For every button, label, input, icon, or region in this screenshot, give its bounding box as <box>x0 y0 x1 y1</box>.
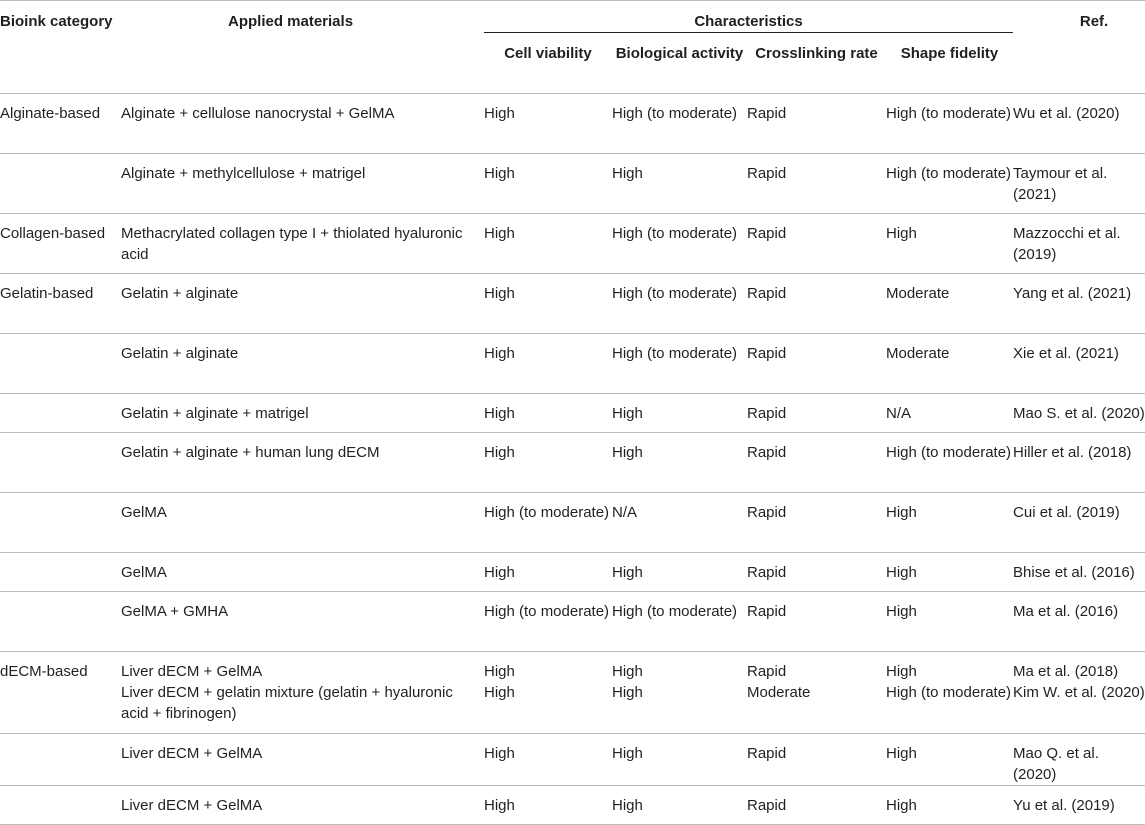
cell-ref-line: Ma et al. (2018) <box>1013 662 1119 680</box>
cell-viability <box>484 273 612 333</box>
cell-activity-line: High <box>612 404 643 422</box>
cell-viability <box>484 552 612 591</box>
cell-activity-line: High (to moderate) <box>612 344 738 362</box>
header-biological-activity: Biological activity <box>615 45 744 62</box>
cell-activity-line: High <box>612 443 643 461</box>
cell-ref <box>1013 213 1145 273</box>
cell-crosslinking-line: Rapid <box>747 796 787 814</box>
cell-fidelity-line: High <box>886 602 917 620</box>
header-characteristics: Characteristics <box>484 11 1013 33</box>
cell-activity-line: High (to moderate) <box>612 284 738 302</box>
cell-fidelity <box>886 273 1013 333</box>
cell-crosslinking <box>747 393 886 432</box>
cell-crosslinking <box>747 492 886 552</box>
cell-activity-line: High <box>612 796 643 814</box>
cell-viability-line: High <box>484 164 515 182</box>
cell-activity <box>612 333 747 393</box>
cell-category <box>0 591 121 651</box>
cell-viability <box>484 93 612 153</box>
table-row <box>0 492 1145 552</box>
cell-materials <box>121 213 484 273</box>
cell-fidelity-line: High <box>886 503 917 521</box>
cell-viability <box>484 492 612 552</box>
cell-activity <box>612 432 747 492</box>
table-row <box>0 591 1145 651</box>
cell-crosslinking-line: Rapid <box>747 224 787 242</box>
cell-fidelity <box>886 213 1013 273</box>
cell-viability <box>484 651 612 733</box>
cell-materials <box>121 785 484 824</box>
cell-fidelity-line: High <box>886 224 917 242</box>
cell-activity-line: High (to moderate) <box>612 602 738 620</box>
cell-crosslinking <box>747 552 886 591</box>
cell-fidelity-line: High (to moderate) <box>886 683 1012 701</box>
cell-fidelity-line: High (to moderate) <box>886 164 1012 182</box>
cell-fidelity <box>886 492 1013 552</box>
cell-fidelity <box>886 552 1013 591</box>
cell-materials-line: Liver dECM + GelMA <box>121 662 263 680</box>
cell-viability-line: High <box>484 443 515 461</box>
cell-fidelity <box>886 651 1013 733</box>
cell-fidelity <box>886 153 1013 213</box>
cell-materials <box>121 733 484 785</box>
cell-activity-line: High <box>612 563 643 581</box>
cell-viability <box>484 393 612 432</box>
cell-materials <box>121 93 484 153</box>
cell-category <box>0 432 121 492</box>
header-shape-fidelity: Shape fidelity <box>900 45 999 62</box>
cell-category <box>0 733 121 785</box>
cell-ref-line: Cui et al. (2019) <box>1013 503 1120 521</box>
cell-ref-line: Bhise et al. (2016) <box>1013 563 1135 581</box>
cell-crosslinking-line: Rapid <box>747 164 787 182</box>
cell-activity <box>612 153 747 213</box>
cell-ref <box>1013 733 1145 785</box>
cell-category <box>0 273 121 333</box>
cell-crosslinking-line: Rapid <box>747 404 787 422</box>
cell-materials <box>121 552 484 591</box>
table-row <box>0 153 1145 213</box>
cell-ref <box>1013 273 1145 333</box>
cell-crosslinking-line: Rapid <box>747 503 787 521</box>
cell-activity-line: High <box>612 164 643 182</box>
cell-activity <box>612 591 747 651</box>
cell-viability <box>484 333 612 393</box>
cell-materials-line: Liver dECM + gelatin mixture (gelatin + hyaluronic acid + fibrinogen) <box>121 683 453 722</box>
cell-fidelity <box>886 785 1013 824</box>
cell-ref <box>1013 432 1145 492</box>
cell-ref <box>1013 591 1145 651</box>
cell-category <box>0 333 121 393</box>
cell-materials-line: Gelatin + alginate + human lung dECM <box>121 443 380 461</box>
cell-fidelity <box>886 432 1013 492</box>
table-row <box>0 273 1145 333</box>
table-row <box>0 733 1145 785</box>
table-row <box>0 93 1145 153</box>
table-body <box>0 93 1145 824</box>
cell-viability <box>484 213 612 273</box>
cell-activity-line: High <box>612 662 643 680</box>
cell-activity-line: N/A <box>612 503 638 521</box>
cell-category-text: Alginate-based <box>0 104 101 122</box>
table-row <box>0 785 1145 824</box>
cell-ref-line: Ma et al. (2016) <box>1013 602 1119 620</box>
cell-ref-line: Mao S. et al. (2020) <box>1013 404 1145 422</box>
cell-category <box>0 153 121 213</box>
cell-materials-line: GelMA <box>121 563 167 581</box>
table-row <box>0 333 1145 393</box>
cell-activity-line: High (to moderate) <box>612 104 738 122</box>
cell-fidelity-line: N/A <box>886 404 912 422</box>
cell-activity <box>612 785 747 824</box>
cell-ref <box>1013 785 1145 824</box>
cell-viability-line: High <box>484 224 515 242</box>
cell-crosslinking <box>747 333 886 393</box>
cell-fidelity-line: Moderate <box>886 344 950 362</box>
cell-ref-line: Mazzocchi et al. (2019) <box>1013 224 1121 263</box>
cell-activity <box>612 733 747 785</box>
cell-category <box>0 393 121 432</box>
header-category: Bioink category <box>0 1 121 94</box>
cell-viability-line: High (to moderate) <box>484 602 610 620</box>
cell-ref-line: Wu et al. (2020) <box>1013 104 1120 122</box>
cell-crosslinking-line: Moderate <box>747 683 811 701</box>
cell-viability-line: High <box>484 104 515 122</box>
cell-crosslinking <box>747 213 886 273</box>
table-row <box>0 393 1145 432</box>
cell-category <box>0 785 121 824</box>
cell-activity <box>612 213 747 273</box>
cell-crosslinking <box>747 785 886 824</box>
cell-crosslinking <box>747 153 886 213</box>
cell-activity <box>612 93 747 153</box>
cell-ref <box>1013 552 1145 591</box>
cell-viability <box>484 591 612 651</box>
cell-materials <box>121 273 484 333</box>
cell-viability-line: High <box>484 563 515 581</box>
cell-materials-line: Gelatin + alginate + matrigel <box>121 404 309 422</box>
cell-viability-line: High <box>484 404 515 422</box>
cell-activity-line: High <box>612 683 643 701</box>
cell-materials-line: GelMA <box>121 503 167 521</box>
cell-category <box>0 651 121 733</box>
cell-fidelity-line: High <box>886 563 917 581</box>
cell-category-text: Collagen-based <box>0 224 106 242</box>
cell-crosslinking <box>747 432 886 492</box>
cell-activity <box>612 552 747 591</box>
cell-crosslinking <box>747 733 886 785</box>
cell-activity <box>612 651 747 733</box>
cell-crosslinking-line: Rapid <box>747 662 787 680</box>
cell-ref <box>1013 651 1145 733</box>
table-row <box>0 213 1145 273</box>
header-cell-viability: Cell viability <box>504 45 592 62</box>
cell-materials <box>121 333 484 393</box>
cell-viability <box>484 733 612 785</box>
cell-crosslinking <box>747 273 886 333</box>
cell-fidelity-line: Moderate <box>886 284 950 302</box>
cell-activity-line: High <box>612 744 643 762</box>
cell-crosslinking-line: Rapid <box>747 744 787 762</box>
cell-fidelity <box>886 591 1013 651</box>
cell-viability-line: High <box>484 344 515 362</box>
table-row <box>0 651 1145 733</box>
cell-viability <box>484 153 612 213</box>
cell-ref-line: Xie et al. (2021) <box>1013 344 1119 362</box>
cell-fidelity-line: High (to moderate) <box>886 443 1012 461</box>
cell-ref <box>1013 333 1145 393</box>
cell-viability <box>484 785 612 824</box>
cell-fidelity <box>886 393 1013 432</box>
cell-crosslinking-line: Rapid <box>747 104 787 122</box>
cell-materials-line: Methacrylated collagen type I + thiolated hyaluronic acid <box>121 224 463 263</box>
cell-crosslinking-line: Rapid <box>747 284 787 302</box>
table-row <box>0 432 1145 492</box>
cell-materials-line: Liver dECM + GelMA <box>121 796 263 814</box>
cell-ref-line: Yu et al. (2019) <box>1013 796 1115 814</box>
cell-fidelity <box>886 93 1013 153</box>
cell-materials-line: Alginate + methylcellulose + matrigel <box>121 164 366 182</box>
table-header <box>0 1 1145 94</box>
cell-materials <box>121 153 484 213</box>
cell-crosslinking-line: Rapid <box>747 563 787 581</box>
cell-category-text: Gelatin-based <box>0 284 94 302</box>
cell-crosslinking-line: Rapid <box>747 344 787 362</box>
cell-materials <box>121 651 484 733</box>
cell-materials-line: GelMA + GMHA <box>121 602 229 620</box>
cell-activity <box>612 393 747 432</box>
cell-category-text: dECM-based <box>0 662 88 680</box>
cell-activity <box>612 492 747 552</box>
cell-materials <box>121 432 484 492</box>
cell-materials <box>121 591 484 651</box>
cell-fidelity-line: High <box>886 744 917 762</box>
cell-ref <box>1013 153 1145 213</box>
cell-materials <box>121 492 484 552</box>
cell-category <box>0 552 121 591</box>
header-ref: Ref. <box>1013 1 1145 94</box>
cell-ref <box>1013 492 1145 552</box>
cell-activity-line: High (to moderate) <box>612 224 738 242</box>
cell-ref-line: Kim W. et al. (2020) <box>1013 683 1145 701</box>
cell-materials-line: Alginate + cellulose nanocrystal + GelMA <box>121 104 395 122</box>
header-materials: Applied materials <box>121 1 484 94</box>
cell-viability-line: High <box>484 683 515 701</box>
cell-category <box>0 492 121 552</box>
cell-viability-line: High <box>484 744 515 762</box>
cell-ref <box>1013 393 1145 432</box>
cell-materials-line: Gelatin + alginate <box>121 284 239 302</box>
cell-viability <box>484 432 612 492</box>
cell-fidelity <box>886 333 1013 393</box>
cell-category <box>0 93 121 153</box>
cell-ref-line: Mao Q. et al. (2020) <box>1013 744 1099 783</box>
cell-viability-line: High <box>484 796 515 814</box>
cell-crosslinking <box>747 651 886 733</box>
cell-ref <box>1013 93 1145 153</box>
cell-materials-line: Liver dECM + GelMA <box>121 744 263 762</box>
cell-materials <box>121 393 484 432</box>
cell-category <box>0 213 121 273</box>
cell-fidelity-line: High <box>886 662 917 680</box>
table-row <box>0 552 1145 591</box>
cell-crosslinking-line: Rapid <box>747 443 787 461</box>
cell-ref-line: Yang et al. (2021) <box>1013 284 1132 302</box>
cell-viability-line: High (to moderate) <box>484 503 610 521</box>
cell-ref-line: Hiller et al. (2018) <box>1013 443 1132 461</box>
cell-fidelity-line: High <box>886 796 917 814</box>
cell-viability-line: High <box>484 284 515 302</box>
cell-crosslinking <box>747 93 886 153</box>
cell-fidelity-line: High (to moderate) <box>886 104 1012 122</box>
cell-crosslinking-line: Rapid <box>747 602 787 620</box>
cell-fidelity <box>886 733 1013 785</box>
cell-materials-line: Gelatin + alginate <box>121 344 239 362</box>
cell-crosslinking <box>747 591 886 651</box>
cell-activity <box>612 273 747 333</box>
header-crosslinking-rate: Crosslinking rate <box>755 45 878 62</box>
cell-viability-line: High <box>484 662 515 680</box>
cell-ref-line: Taymour et al. (2021) <box>1013 164 1108 203</box>
